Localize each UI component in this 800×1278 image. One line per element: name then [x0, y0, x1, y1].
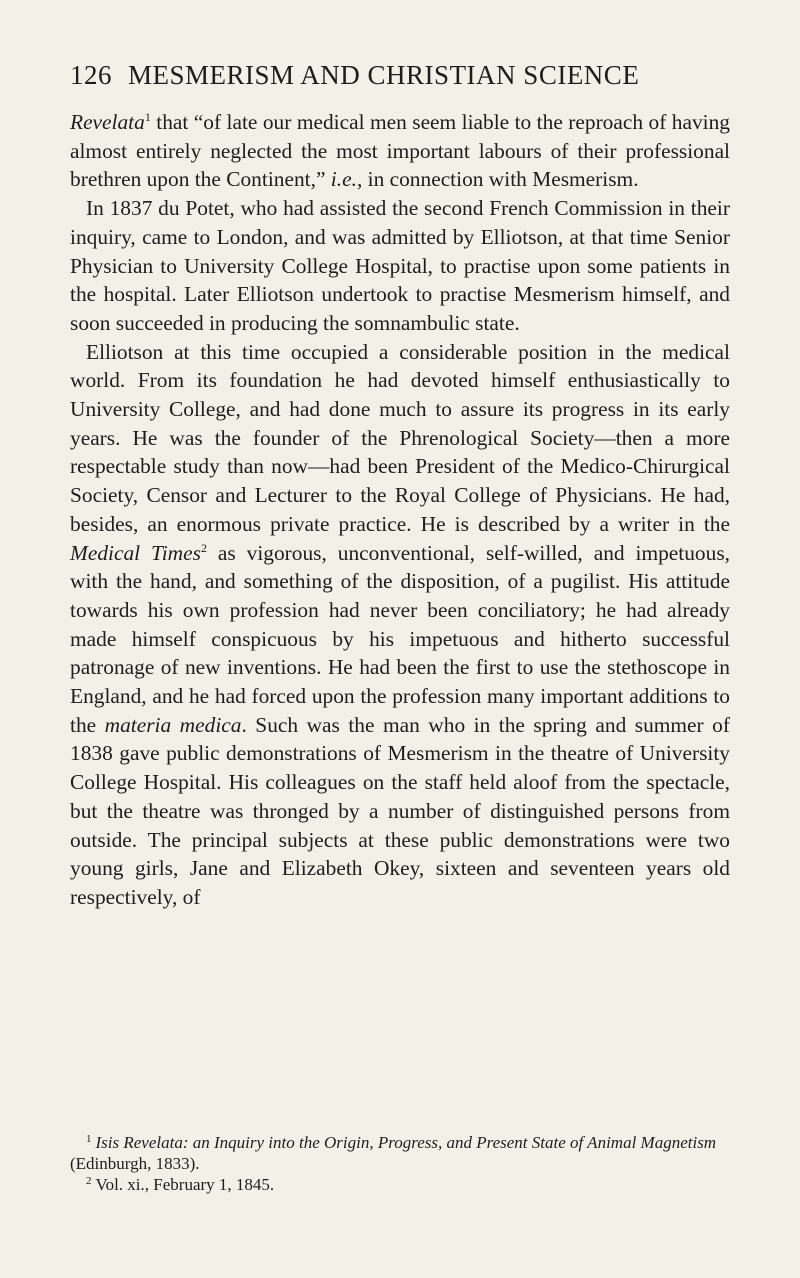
paragraph-3-part-b: as vigorous, unconventional, self-willed, and impetuous, with the hand, and something of the disposition, of a pugilist. His attitude towards his own profession had never been conciliatory; he had already made himself conspicuous by his impetuous and hitherto successful patronage of new inventions. He had been the first to use the stethoscope in England, and he had forced upon the profession many important additions to the [70, 540, 730, 737]
footnote-ref-1: 1 [144, 110, 151, 124]
footnote-2-text: Vol. xi., February 1, 1845. [95, 1175, 275, 1194]
abbrev-ie: i.e. [330, 167, 357, 192]
footnote-1-title: Isis Revelata: an Inquiry into the Origin, Progress, and Present State of Animal Magnetism [95, 1133, 717, 1152]
paragraph-3 [70, 338, 730, 912]
running-title: MESMERISM AND CHRISTIAN SCIENCE [128, 60, 640, 90]
page-number: 126 [70, 60, 112, 90]
footnotes [70, 1132, 730, 1195]
footnote-2 [70, 1174, 730, 1195]
paragraph-2: In 1837 du Potet, who had assisted the second French Commission in their inquiry, came to London, and was admitted by Elliotson, at that time Senior Physician to University College Hospital, to practise upon some patients in the hospital. Later Elliotson undertook to practise Mesmerism himself, and soon succeeded in producing the somnambulic state. [70, 196, 730, 335]
materia-medica: materia medica [104, 712, 242, 737]
footnote-1-tail: (Edinburgh, 1833). [70, 1154, 200, 1173]
footnote-mark-1: 1 [86, 1133, 92, 1145]
paragraph-3-part-a: Elliotson at this time occupied a considerable position in the medical world. From its foundation he had devoted himself enthusiastically to University College, and had done much to assure its progress in its early years. He was the founder of the Phrenological Society—then a more respectable study than now—had been President of the Medico-Chirurgical Society, Censor and Lecturer to the Royal College of Physicians. He had, besides, an enormous private practice. He is described by a writer in the [70, 339, 730, 536]
paragraph-1-tail: , in connection with Mesmerism. [356, 167, 639, 192]
footnote-ref-2: 2 [200, 540, 207, 555]
footnote-1 [70, 1132, 730, 1174]
journal-title: Medical Times [70, 540, 201, 565]
paragraph-1 [70, 108, 730, 194]
cited-title: Revelata [70, 110, 145, 134]
paragraph-3-part-c: . Such was the man who in the spring and summer of 1838 gave public demonstrations of Mesmerism in the theatre of University College Hospital. His colleagues on the staff held aloof from the spectacle, but the theatre was thronged by a number of distinguished persons from outside. The principal subjects at these public demonstrations were two young girls, Jane and Elizabeth Okey, sixteen and seventeen years old respectively, of [70, 712, 730, 909]
footnote-mark-2: 2 [86, 1175, 92, 1187]
body-text [70, 108, 730, 912]
running-head [70, 60, 730, 91]
paragraph-1-text: that “of late our medical men seem liable to the reproach of having almost entirely neglected the most important labours of their professional brethren upon the Continent,” [70, 110, 730, 192]
